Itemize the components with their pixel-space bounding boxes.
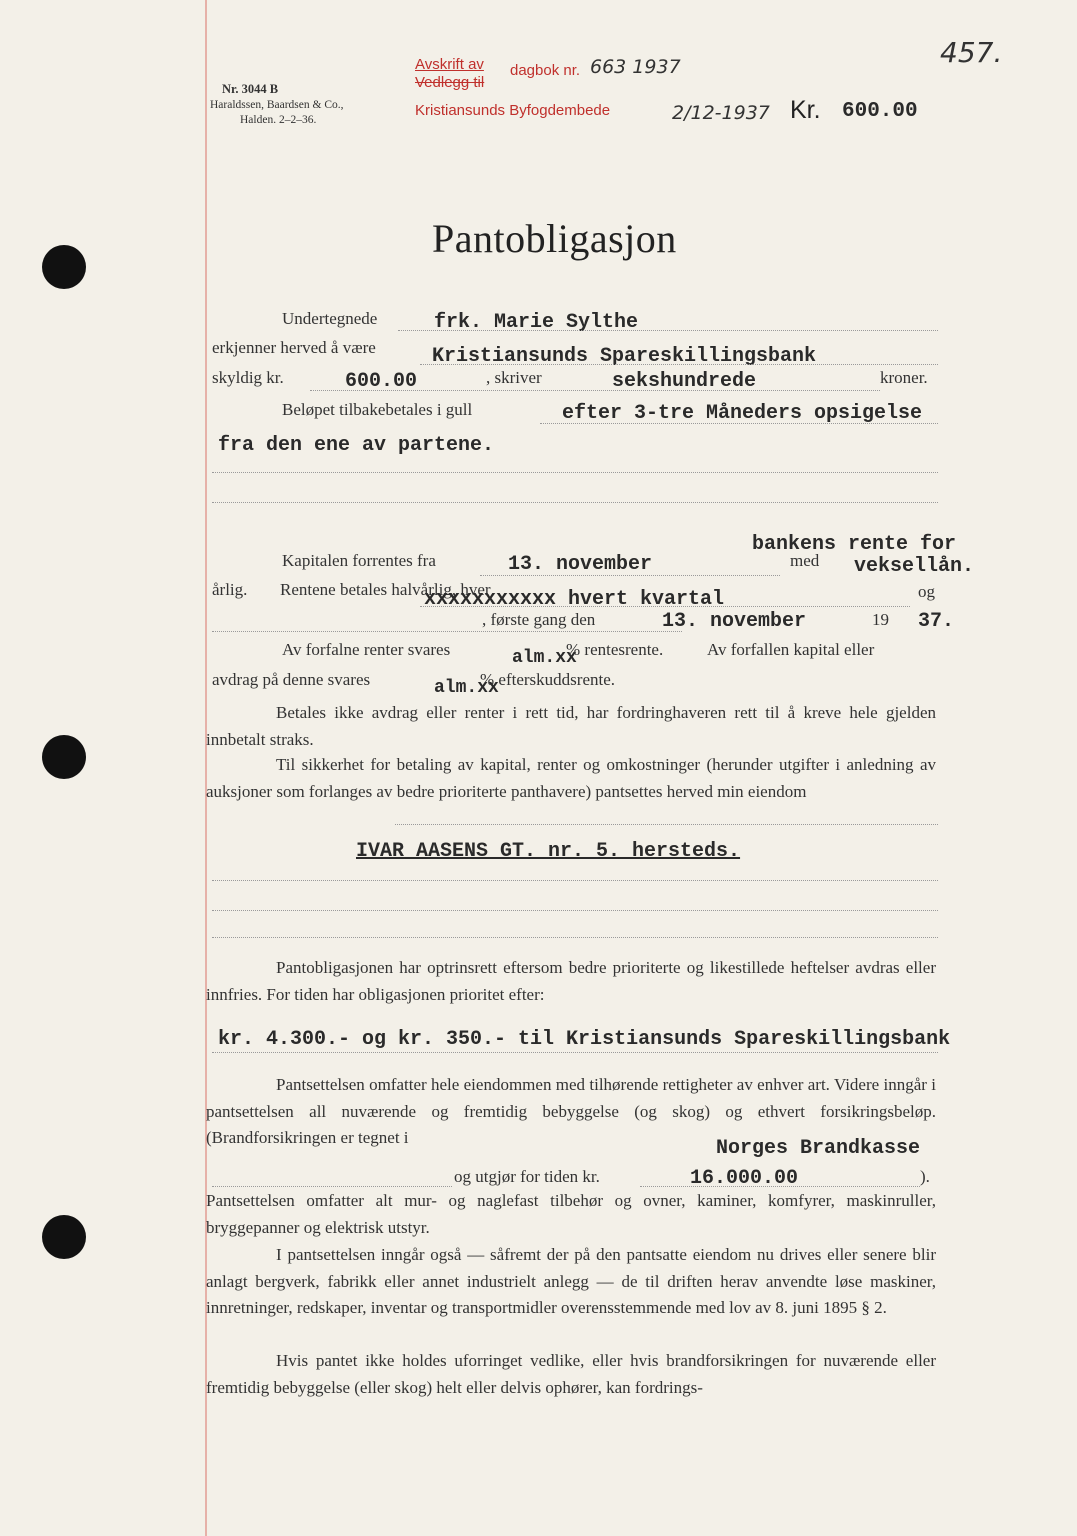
clause-betales-ikke: Betales ikke avdrag eller renter i rett tid, har fordringhaveren rett til å kreve hele gjelden innbetalt straks. [206,703,936,749]
fill-line [212,910,938,911]
erkjenner-label: erkjenner herved å være [212,338,376,357]
amount-words: sekshundrede [612,370,757,393]
fill-line [480,575,780,576]
insurance-amount: 16.000.00 [690,1167,799,1190]
publisher-line: Haraldssen, Baardsen & Co., [210,99,344,111]
stamp-dagbok: dagbok nr. [510,62,581,79]
interest-start-date: 13. november [508,553,653,576]
utgjor-close: ). [920,1167,930,1186]
avdrag-value: alm.xx [434,678,499,698]
fill-line [212,880,938,881]
kapitalen-label: Kapitalen forrentes fra [282,551,436,570]
fill-line [212,631,682,632]
avdrag-label: avdrag på denne svares [212,670,371,689]
og-label: og [918,582,935,601]
avdrag-suffix: % efterskuddsrente. [480,670,616,689]
fill-line [212,1186,452,1187]
property-address: IVAR AASENS GT. nr. 5. hersteds. [356,840,741,863]
fill-line [420,364,938,365]
repayment-terms: efter 3-tre Måneders opsigelse [562,402,923,425]
med-label: med [790,551,820,570]
form-number: Nr. 3044 B [222,82,279,96]
handwritten-date: 2/12-1937 [672,102,770,124]
handwritten-dagbok-number: 663 1937 [590,56,681,78]
fill-line [310,390,880,391]
year-suffix: 37. [918,610,955,633]
interest-rate-2: veksellån. [854,555,975,578]
fill-line [640,1186,920,1187]
belopet-label: Beløpet tilbakebetales i gull [282,400,473,419]
repayment-terms-cont: fra den ene av partene. [218,434,495,457]
payment-frequency: xxxxxxxxxxx hvert kvartal [424,588,725,611]
forfalne-value: alm.xx [512,648,577,668]
clause-sikkerhet: Til sikkerhet for betaling av kapital, renter og omkostninger (herunder utgifter i anledning av auksjoner som forlanges av bedre prioriterte panthavere) pantsettes herved min eiendom [206,755,936,801]
punch-hole [42,245,86,289]
insurance-company: Norges Brandkasse [716,1137,921,1160]
debtor-name: frk. Marie Sylthe [434,311,639,334]
fill-line [212,937,938,938]
year-prefix: 19 [872,610,889,629]
clause-bergverk: I pantsettelsen inngår også — såfremt der på den pantsatte eiendom nu drives eller senere blir anlagt bergverk, fabrikk eller annet industrielt anlegg — de til driften herav anvendte løse maskiner, innretninger, redskaper, inventar og transportmidler overensstemmende med lov av 8. juni 1895 § 2. [206,1245,936,1317]
clause-tilbehor: Pantsettelsen omfatter alt mur- og naglefast tilbehør og ovner, kaminer, komfyrer, maskinruller, bryggepanner og elektrisk utstyr. [206,1191,936,1237]
clause-hvis-pantet: Hvis pantet ikke holdes uforringet vedlike, eller hvis brandforsikringen for nuværende eller fremtidig bebyggelse (eller skog) helt eller delvis ophører, kan fordrings- [206,1351,936,1397]
fill-line [395,824,938,825]
stamp-vedlegg: Vedlegg til [415,74,485,91]
fill-line [212,1052,938,1053]
publisher-line: Halden. 2–2–36. [240,114,317,126]
kroner-label: kroner. [880,368,928,387]
utgjor-label: og utgjør for tiden kr. [454,1167,600,1186]
forfalne-suffix: % rentesrente. [566,640,664,659]
clause-optrinsrett: Pantobligasjonen har optrinsrett eftersom bedre prioriterte og likestillede heftelser avdras eller innfries. For tiden har obligasjonen prioritet efter: [206,958,936,1004]
amount-value: 600.00 [842,100,918,123]
page-number: 457. [940,36,1003,69]
stamp-avskrift: Avskrift av [415,56,484,73]
creditor-name: Kristiansunds Spareskillingsbank [432,345,817,368]
rentene-label: Rentene betales halvårlig, hver [280,580,491,599]
fill-line [212,502,938,503]
document-title: Pantobligasjon [432,216,677,261]
skyldig-amount: 600.00 [345,370,418,393]
amount-label: Kr. [790,96,821,124]
skyldig-label: skyldig kr. [212,368,284,387]
fill-line [212,472,938,473]
undertegnede-label: Undertegnede [282,309,378,328]
punch-hole [42,1215,86,1259]
forfallen-label: Av forfallen kapital eller [707,640,875,659]
first-payment-date: 13. november [662,610,807,633]
forste-label: , første gang den [482,610,596,629]
fill-line [540,423,938,424]
prior-liens: kr. 4.300.- og kr. 350.- til Kristiansunds Spareskillingsbank [218,1028,951,1051]
stamp-court: Kristiansunds Byfogdembede [415,102,611,119]
fill-line [398,330,938,331]
forfalne-label: Av forfalne renter svares [282,640,451,659]
punch-hole [42,735,86,779]
skriver-label: , skriver [486,368,542,387]
arlig-label: årlig. [212,580,248,599]
clause-omfatter: Pantsettelsen omfatter hele eiendommen med tilhørende rettigheter av enhver art. Videre inngår i pantsettelsen all nuværende og fremtidig bebyggelse (og skog) og ethvert forsikringsbeløp. (Brandforsikringen er tegnet i [206,1075,936,1147]
interest-rate-1: bankens rente for [752,533,957,556]
fill-line [420,606,910,607]
